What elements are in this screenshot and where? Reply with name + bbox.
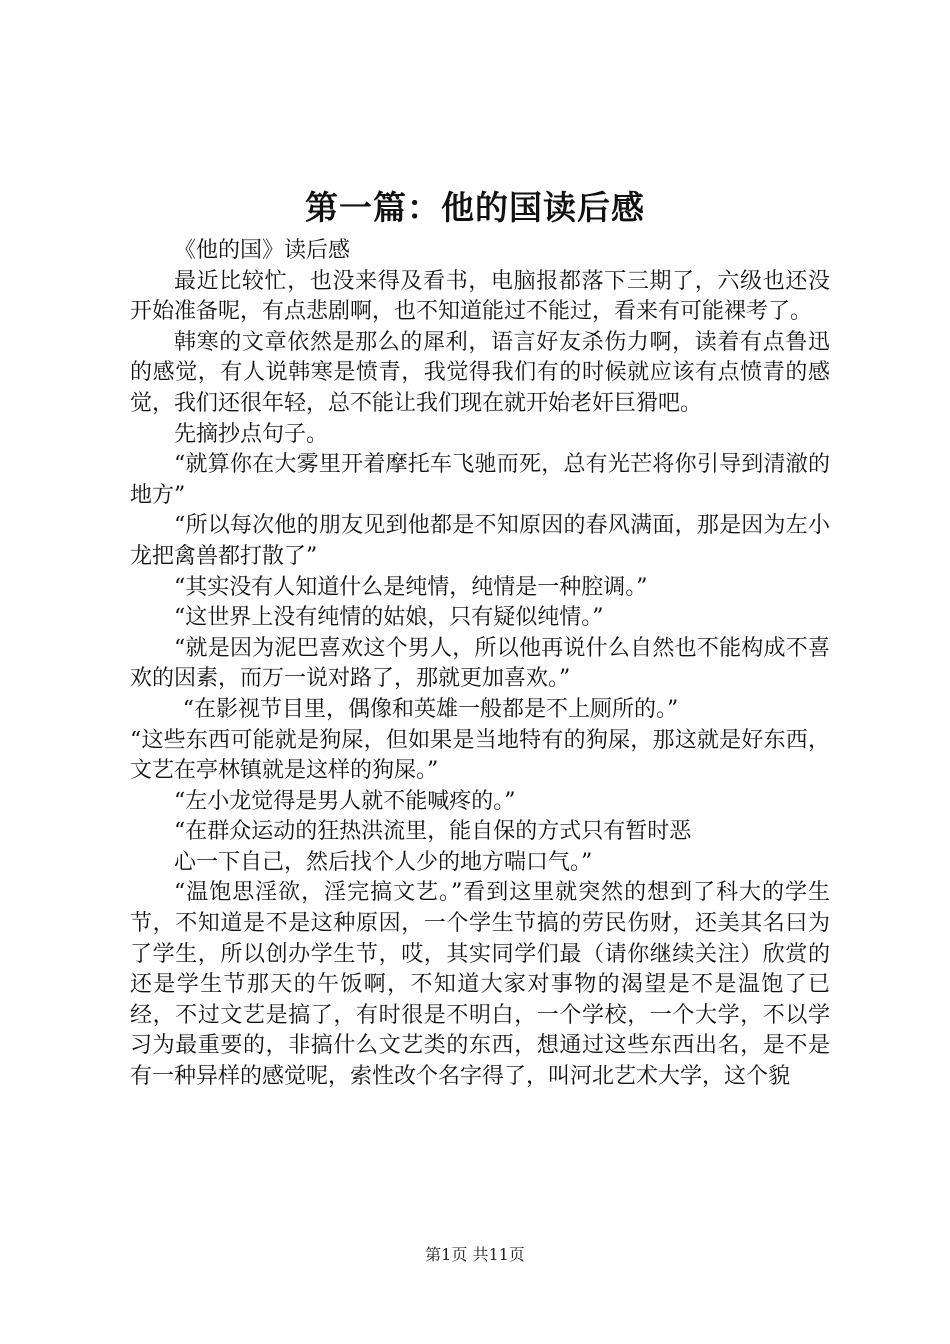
quote-paragraph: “其实没有人知道什么是纯情，纯情是一种腔调。”	[174, 574, 648, 600]
quote-paragraph: “这些东西可能就是狗屎，但如果是当地特有的狗屎，那这就是好东西，文艺在亭林镇就是这样的狗屎。”	[130, 727, 830, 784]
paragraph-book-title: 《他的国》读后感	[174, 238, 351, 263]
page-footer: 第1页 共11页	[425, 1245, 525, 1264]
quote-paragraph-continuation: 心一下自己，然后找个人少的地方喘口气。”	[174, 849, 593, 875]
paragraph: 韩寒的文章依然是那么的犀利，语言好友杀伤力啊，读着有点鲁迅的感觉，有人说韩寒是愤青，我觉得我们有的时候就应该有点愤青的感觉，我们还很年轻，总不能让我们现在就开始老奸巨猾吧。	[130, 329, 830, 416]
quote-paragraph: “就算你在大雾里开着摩托车飞驰而死，总有光芒将你引导到清澈的地方”	[130, 452, 830, 508]
quote-paragraph: “在群众运动的狂热洪流里，能自保的方式只有暂时恶	[174, 819, 692, 845]
quote-paragraph: “所以每次他的朋友见到他都是不知原因的春风满面，那是因为左小龙把禽兽都打散了”	[130, 513, 830, 569]
paragraph: 最近比较忙，也没来得及看书，电脑报都落下三期了，六级也还没开始准备呢，有点悲剧啊，也不知道能过不能过，看来有可能裸考了。	[130, 268, 830, 325]
quote-paragraph: “这世界上没有纯情的姑娘，只有疑似纯情。”	[174, 605, 604, 631]
page-title: 第一篇：他的国读后感	[305, 188, 645, 227]
paragraph: 先摘抄点句子。	[174, 421, 329, 447]
paragraph: “温饱思淫欲，淫完搞文艺。”看到这里就突然的想到了科大的学生节，不知道是不是这种原因，一个学生节搞的劳民伤财，还美其名曰为了学生，所以创办学生节，哎，其实同学们最（请你继续关注）欣赏的还是学生节那天的午饭啊，不知道大家对事物的渴望是不是温饱了已经，不过文艺是搞了，有时很是不明白，一个学校，一个大学，不以学习为最重要的，非搞什么文艺类的东西，想通过这些东西出名，是不是有一种异样的感觉呢，索性改个名字得了，叫河北艺术大学，这个貌	[130, 880, 830, 1090]
quote-paragraph: “左小龙觉得是男人就不能喊疼的。”	[174, 788, 516, 814]
document-body	[130, 236, 830, 1093]
quote-paragraph: “就是因为泥巴喜欢这个男人，所以他再说什么自然也不能构成不喜欢的因素，而万一说对路了，那就更加喜欢。”	[130, 635, 830, 692]
quote-paragraph: “在影视节目里，偶像和英雄一般都是不上厕所的。”	[182, 696, 679, 722]
